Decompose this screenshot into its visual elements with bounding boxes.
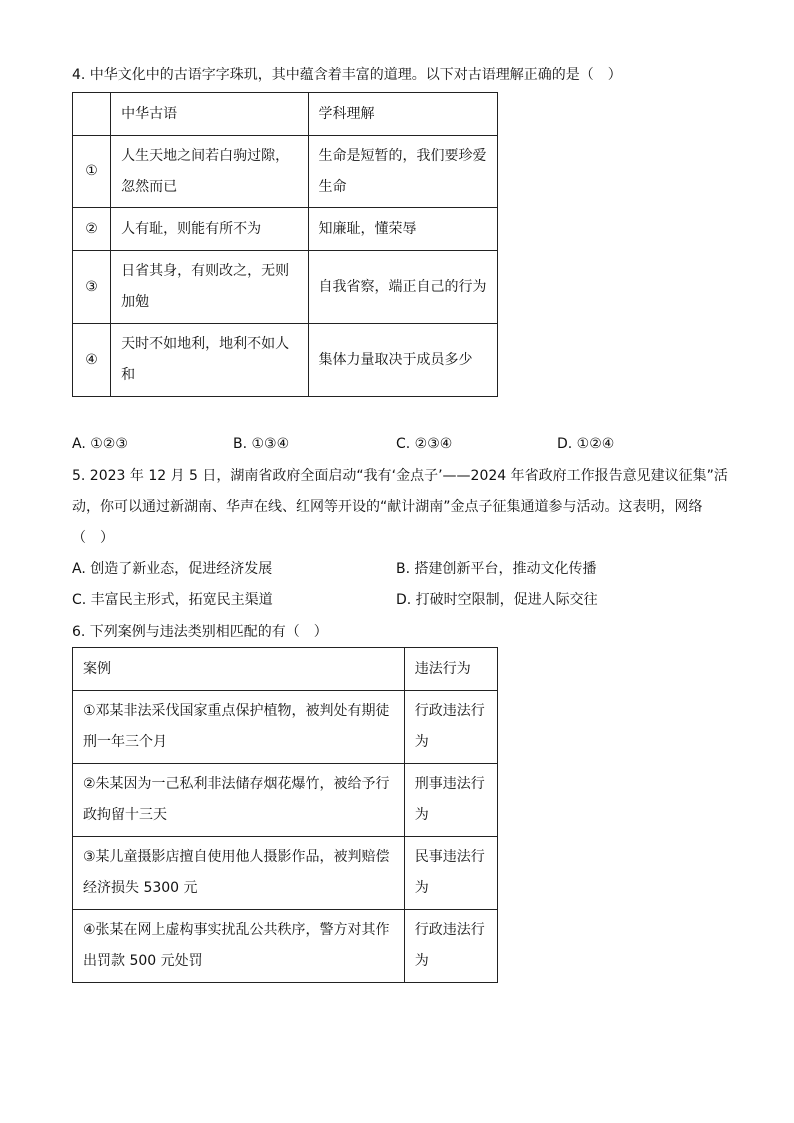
q4-row-meaning: 生命是短暂的，我们要珍爱生命 <box>308 136 497 208</box>
q6-header-type: 违法行为 <box>404 648 497 691</box>
q4-row-meaning: 知廉耻，懂荣辱 <box>308 208 497 251</box>
q6-row <box>73 910 498 983</box>
q4-option-b[interactable]: B. ①③④ <box>233 436 290 452</box>
q4-header-meaning: 学科理解 <box>308 93 497 136</box>
q6-row <box>73 837 498 910</box>
q4-row-num: ③ <box>73 251 111 324</box>
q5-option-c[interactable]: C. 丰富民主形式，拓宽民主渠道 <box>72 592 273 608</box>
q6-row-case: ③某儿童摄影店擅自使用他人摄影作品，被判赔偿经济损失 5300 元 <box>73 837 405 910</box>
q4-row-saying: 天时不如地利，地利不如人和 <box>111 324 308 397</box>
q5-stem-line-1: 5. 2023 年 12 月 5 日，湖南省政府全面启动“我有‘金点子’——2024 年省政府工作报告意见建议征集”活 <box>72 468 728 484</box>
q4-row-num: ④ <box>73 324 111 397</box>
q4-header-row <box>73 93 498 136</box>
q6-stem: 6. 下列案例与违法类别相匹配的有（ ） <box>72 624 328 640</box>
q6-row-type: 民事违法行为 <box>404 837 497 910</box>
q4-option-d[interactable]: D. ①②④ <box>557 436 615 452</box>
q4-header-blank <box>73 93 111 136</box>
q6-row <box>73 764 498 837</box>
q4-row-saying: 日省其身，有则改之，无则加勉 <box>111 251 308 324</box>
q4-row-meaning: 集体力量取决于成员多少 <box>308 324 497 397</box>
q4-table <box>72 92 498 397</box>
q4-row <box>73 251 498 324</box>
q6-row-type: 行政违法行为 <box>404 910 497 983</box>
q6-table <box>72 647 498 983</box>
q5-option-b[interactable]: B. 搭建创新平台，推动文化传播 <box>396 561 597 577</box>
q4-option-a[interactable]: A. ①②③ <box>72 436 128 452</box>
q5-stem-line-3: （ ） <box>72 530 114 546</box>
q6-header-row <box>73 648 498 691</box>
q5-option-d[interactable]: D. 打破时空限制，促进人际交往 <box>396 592 598 608</box>
q4-option-c[interactable]: C. ②③④ <box>396 436 453 452</box>
q5-stem-line-2: 动，你可以通过新湖南、华声在线、红网等开设的“献计湖南”金点子征集通道参与活动。这表明，网络 <box>72 499 703 515</box>
q4-stem: 4. 中华文化中的古语字字珠玑，其中蕴含着丰富的道理。以下对古语理解正确的是（ ） <box>72 67 622 83</box>
q6-row-case: ①邓某非法采伐国家重点保护植物，被判处有期徒刑一年三个月 <box>73 691 405 764</box>
q6-row-case: ④张某在网上虚构事实扰乱公共秩序，警方对其作出罚款 500 元处罚 <box>73 910 405 983</box>
q4-row-num: ② <box>73 208 111 251</box>
q6-row-type: 刑事违法行为 <box>404 764 497 837</box>
q5-option-a[interactable]: A. 创造了新业态，促进经济发展 <box>72 561 273 577</box>
q4-row-num: ① <box>73 136 111 208</box>
q4-row <box>73 136 498 208</box>
q4-row <box>73 324 498 397</box>
q6-row <box>73 691 498 764</box>
q4-row-saying: 人有耻，则能有所不为 <box>111 208 308 251</box>
q6-row-case: ②朱某因为一己私利非法储存烟花爆竹，被给予行政拘留十三天 <box>73 764 405 837</box>
q6-row-type: 行政违法行为 <box>404 691 497 764</box>
q6-header-case: 案例 <box>73 648 405 691</box>
q4-row-saying: 人生天地之间若白驹过隙，忽然而已 <box>111 136 308 208</box>
q4-row <box>73 208 498 251</box>
q4-row-meaning: 自我省察，端正自己的行为 <box>308 251 497 324</box>
q4-header-saying: 中华古语 <box>111 93 308 136</box>
